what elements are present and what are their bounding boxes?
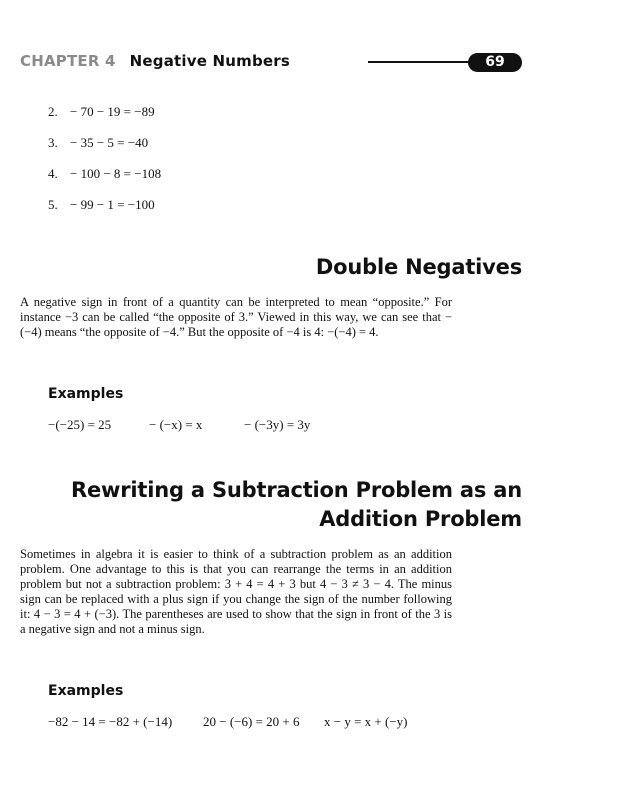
rewriting-paragraph: Sometimes in algebra it is easier to think of a subtraction problem as an addition problem. One advantage to this is that you can rearrange the terms in an addition problem but not a subtraction problem: 3 + 4 = 4 + 3 but 4 − 3 ≠ 3 − 4. The minus sign can be replaced with a plus sign if you change the sign of the number following it: 4 − 3 = 4 + (−3). The parentheses are used to show that the sign in front of the 3 is a negative sign and not a minus sign.: [20, 547, 452, 636]
page-header: [20, 52, 290, 70]
answer-item: 5. − 99 − 1 = −100: [48, 197, 155, 212]
examples-label: Examples: [48, 386, 124, 402]
answer-item: 4. − 100 − 8 = −108: [48, 166, 162, 181]
section-heading-double-negatives: Double Negatives: [315, 255, 522, 279]
double-negatives-paragraph: A negative sign in front of a quantity can be interpreted to mean “opposite.” For instance −3 can be called “the opposite of 3.” Viewed in this way, we can see that −(−4) means “the opposite of −4.” But the opposite of −4 is 4: −(−4) = 4.: [20, 295, 452, 339]
answer-item: 3. − 35 − 5 = −40: [48, 135, 149, 150]
chapter-title: Negative Numbers: [129, 52, 291, 70]
heading-line-2: Addition Problem: [319, 507, 522, 531]
double-negatives-examples: [48, 417, 310, 433]
example-expression: − (−3y) = 3y: [244, 417, 311, 432]
example-expression: −82 − 14 = −82 + (−14): [48, 714, 173, 729]
rewriting-examples: [48, 714, 407, 730]
heading-line-1: Rewriting a Subtraction Problem as an: [71, 478, 522, 502]
chapter-label: CHAPTER 4: [20, 52, 116, 70]
answer-list: [48, 104, 161, 228]
page-number-badge: 69: [468, 53, 522, 72]
example-expression: − (−x) = x: [149, 417, 203, 432]
examples-label: Examples: [48, 683, 124, 699]
answer-item: 2. − 70 − 19 = −89: [48, 104, 155, 119]
section-heading-rewriting: [71, 476, 522, 534]
example-expression: 20 − (−6) = 20 + 6: [203, 714, 300, 729]
example-expression: −(−25) = 25: [48, 417, 112, 432]
example-expression: x − y = x + (−y): [324, 714, 408, 729]
header-rule: [368, 61, 478, 63]
